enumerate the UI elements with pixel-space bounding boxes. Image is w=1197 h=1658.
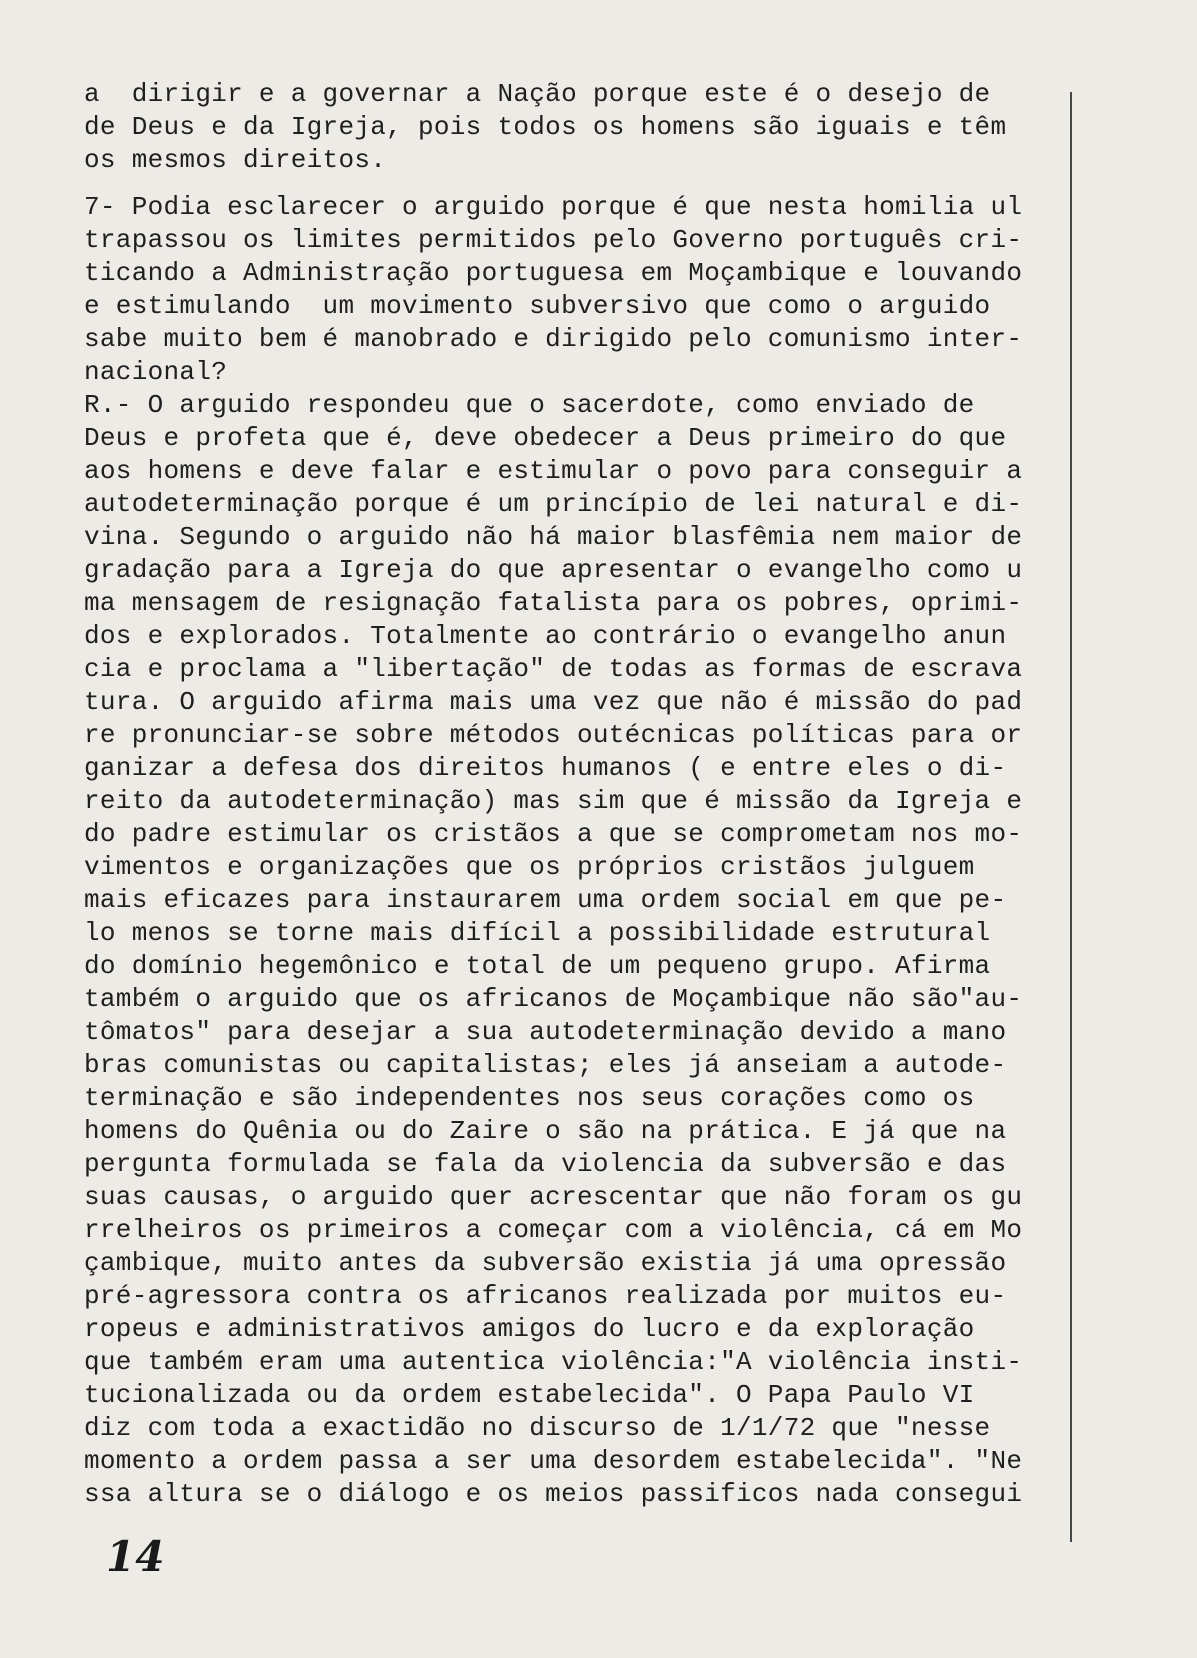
text-line: bras comunistas ou capitalistas; eles já anseiam a autode-	[84, 1050, 1007, 1080]
text-line: autodeterminação porque é um princípio de lei natural e di-	[84, 489, 1023, 519]
text-line: suas causas, o arguido quer acrescentar que não foram os gu	[84, 1182, 1023, 1212]
text-line: momento a ordem passa a ser uma desordem estabelecida". "Ne	[84, 1446, 1023, 1476]
text-line: lo menos se torne mais difícil a possibilidade estrutural	[84, 918, 991, 948]
text-line: reito da autodeterminação) mas sim que é missão da Igreja e	[84, 786, 1023, 816]
text-line: e estimulando um movimento subversivo que como o arguido	[84, 291, 991, 321]
text-line: os mesmos direitos.	[84, 145, 387, 175]
text-line: diz com toda a exactidão no discurso de 1/1/72 que "nesse	[84, 1413, 991, 1443]
page-number: 14	[106, 1532, 165, 1581]
paragraph-gap	[84, 177, 1074, 191]
answer-7	[84, 389, 1074, 1511]
text-line: Deus e profeta que é, deve obedecer a Deus primeiro do que	[84, 423, 1007, 453]
text-line: trapassou os limites permitidos pelo Governo português cri-	[84, 225, 1023, 255]
text-line: ganizar a defesa dos direitos humanos ( e entre eles o di-	[84, 753, 1007, 783]
text-line: de Deus e da Igreja, pois todos os homens são iguais e têm	[84, 112, 1007, 142]
text-line: çambique, muito antes da subversão existia já uma opressão	[84, 1248, 1007, 1278]
text-line: rrelheiros os primeiros a começar com a violência, cá em Mo	[84, 1215, 1023, 1245]
text-line: ssa altura se o diálogo e os meios passificos nada consegui	[84, 1479, 1023, 1509]
text-line: vimentos e organizações que os próprios cristãos julguem	[84, 852, 975, 882]
text-line: tômatos" para desejar a sua autodeterminação devido a mano	[84, 1017, 1007, 1047]
text-line: gradação para a Igreja do que apresentar o evangelho como u	[84, 555, 1023, 585]
text-line: nacional?	[84, 357, 228, 387]
document-body	[84, 78, 1074, 1511]
text-line: 7- Podia esclarecer o arguido porque é que nesta homilia ul	[84, 192, 1023, 222]
text-line: ropeus e administrativos amigos do lucro e da exploração	[84, 1314, 975, 1344]
text-line: ma mensagem de resignação fatalista para os pobres, oprimi-	[84, 588, 1023, 618]
text-line: que também eram uma autentica violência:"A violência insti-	[84, 1347, 1023, 1377]
text-line: aos homens e deve falar e estimular o povo para conseguir a	[84, 456, 1023, 486]
question-7	[84, 191, 1074, 389]
paragraph-intro	[84, 78, 1074, 177]
text-line: cia e proclama a "libertação" de todas as formas de escrava	[84, 654, 1023, 684]
text-line: re pronunciar-se sobre métodos outécnicas políticas para or	[84, 720, 1023, 750]
text-line: pergunta formulada se fala da violencia da subversão e das	[84, 1149, 1007, 1179]
text-line: ticando a Administração portuguesa em Moçambique e louvando	[84, 258, 1023, 288]
text-line: do padre estimular os cristãos a que se comprometam nos mo-	[84, 819, 1023, 849]
text-line: terminação e são independentes nos seus corações como os	[84, 1083, 975, 1113]
text-line: vina. Segundo o arguido não há maior blasfêmia nem maior de	[84, 522, 1023, 552]
text-line: tura. O arguido afirma mais uma vez que não é missão do pad	[84, 687, 1023, 717]
text-line: pré-agressora contra os africanos realizada por muitos eu-	[84, 1281, 1007, 1311]
text-line: dos e explorados. Totalmente ao contrário o evangelho anun	[84, 621, 1007, 651]
text-line: homens do Quênia ou do Zaire o são na prática. E já que na	[84, 1116, 1007, 1146]
text-line: sabe muito bem é manobrado e dirigido pelo comunismo inter-	[84, 324, 1023, 354]
text-line: R.- O arguido respondeu que o sacerdote, como enviado de	[84, 390, 975, 420]
text-line: mais eficazes para instaurarem uma ordem social em que pe-	[84, 885, 1007, 915]
text-line: também o arguido que os africanos de Moçambique não são"au-	[84, 984, 1023, 1014]
text-line: do domínio hegemônico e total de um pequeno grupo. Afirma	[84, 951, 991, 981]
text-line: a dirigir e a governar a Nação porque este é o desejo de	[84, 79, 991, 109]
text-line: tucionalizada ou da ordem estabelecida". O Papa Paulo VI	[84, 1380, 975, 1410]
